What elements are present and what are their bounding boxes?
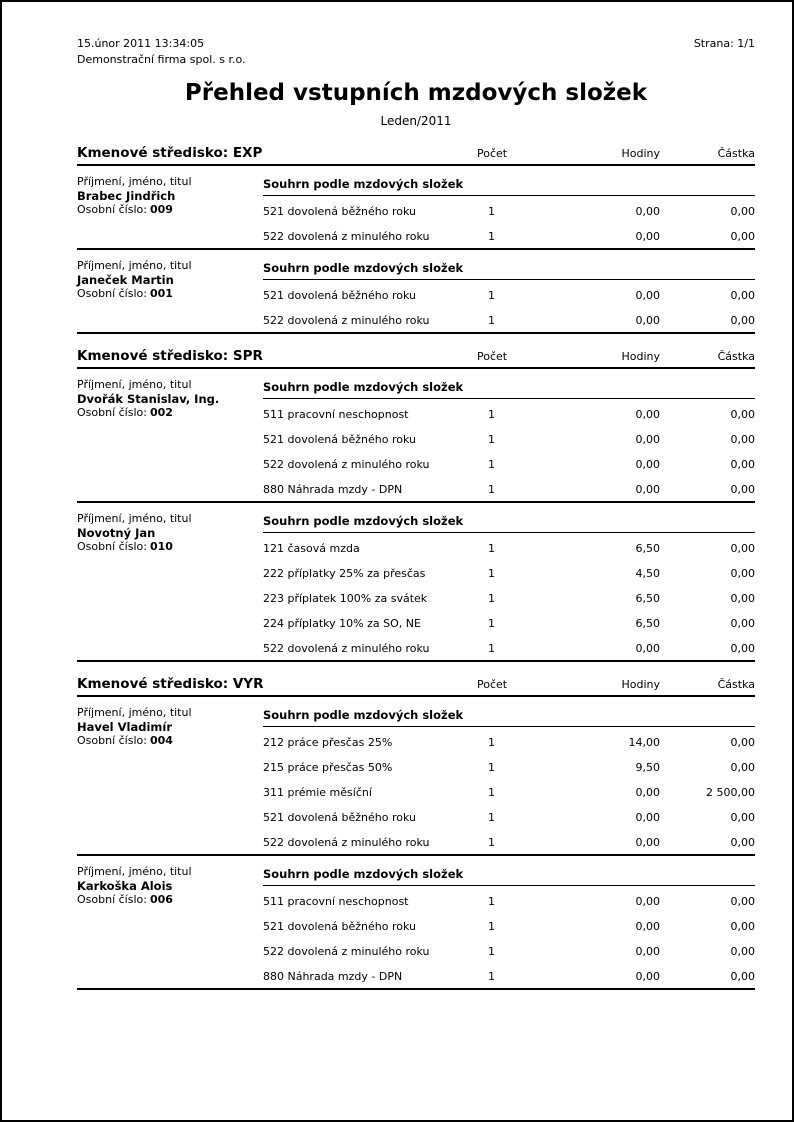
component-amount: 0,00 xyxy=(730,761,755,774)
component-hours: 0,00 xyxy=(635,895,660,908)
component-count: 1 xyxy=(488,836,495,849)
component-count: 1 xyxy=(488,617,495,630)
component-name: 223 příplatek 100% za svátek xyxy=(263,592,428,605)
wage-component-row xyxy=(263,945,755,958)
personal-number-label: Osobní číslo: xyxy=(77,406,147,419)
col-header-amount: Částka xyxy=(717,678,755,691)
wage-component-table xyxy=(263,377,755,496)
personal-number: 009 xyxy=(149,203,173,216)
summary-header: Souhrn podle mzdových složek xyxy=(263,864,755,886)
wage-component-row xyxy=(263,970,755,983)
company-name: Demonstrační firma spol. s r.o. xyxy=(77,53,246,66)
component-count: 1 xyxy=(488,642,495,655)
wage-component-row xyxy=(263,786,755,799)
component-rows xyxy=(263,205,755,243)
wage-component-row xyxy=(263,895,755,908)
col-header-count: Počet xyxy=(477,350,508,363)
personal-number: 006 xyxy=(149,893,173,906)
wage-component-table xyxy=(263,258,755,327)
component-count: 1 xyxy=(488,895,495,908)
component-amount: 0,00 xyxy=(730,458,755,471)
employee-block xyxy=(77,258,755,334)
employee-info xyxy=(77,511,263,655)
wage-component-row xyxy=(263,592,755,605)
component-name: 522 dovolená z minulého roku xyxy=(263,314,430,327)
personal-number-label: Osobní číslo: xyxy=(77,540,147,553)
component-name: 880 Náhrada mzdy - DPN xyxy=(263,483,403,496)
wage-component-row xyxy=(263,642,755,655)
wage-component-row xyxy=(263,920,755,933)
personal-number-label: Osobní číslo: xyxy=(77,893,147,906)
personal-number-line xyxy=(77,406,263,420)
component-name: 224 příplatky 10% za SO, NE xyxy=(263,617,421,630)
employee-info xyxy=(77,705,263,849)
component-name: 522 dovolená z minulého roku xyxy=(263,230,430,243)
component-amount: 0,00 xyxy=(730,836,755,849)
wage-component-row xyxy=(263,542,755,555)
component-hours: 0,00 xyxy=(635,314,660,327)
employee-name: Dvořák Stanislav, Ing. xyxy=(77,392,220,406)
component-hours: 0,00 xyxy=(635,230,660,243)
wage-component-row xyxy=(263,836,755,849)
employee-header-label: Příjmení, jméno, titul xyxy=(77,378,192,391)
personal-number-line xyxy=(77,734,263,748)
col-header-hours: Hodiny xyxy=(621,147,660,160)
employee-name: Karkoška Alois xyxy=(77,879,173,893)
personal-number-line xyxy=(77,540,263,554)
personal-number: 004 xyxy=(149,734,173,747)
report-datetime: 15.únor 2011 13:34:05 xyxy=(77,37,205,50)
component-count: 1 xyxy=(488,458,495,471)
department-section xyxy=(77,676,755,990)
section-header-row xyxy=(77,348,755,369)
component-count: 1 xyxy=(488,314,495,327)
wage-component-row xyxy=(263,408,755,421)
employee-header-label: Příjmení, jméno, titul xyxy=(77,175,192,188)
report-title: Přehled vstupních mzdových složek xyxy=(184,80,648,106)
employee-name: Havel Vladimír xyxy=(77,720,172,734)
section-title: Kmenové středisko: SPR xyxy=(77,348,263,364)
component-name: 521 dovolená běžného roku xyxy=(263,205,416,218)
component-hours: 0,00 xyxy=(635,786,660,799)
component-amount: 0,00 xyxy=(730,736,755,749)
component-hours: 0,00 xyxy=(635,289,660,302)
employee-list xyxy=(77,705,755,990)
component-hours: 6,50 xyxy=(635,592,660,605)
section-title: Kmenové středisko: EXP xyxy=(77,145,263,161)
component-hours: 0,00 xyxy=(635,408,660,421)
component-count: 1 xyxy=(488,786,495,799)
component-amount: 0,00 xyxy=(730,567,755,580)
component-amount: 0,00 xyxy=(730,230,755,243)
employee-header-label: Příjmení, jméno, titul xyxy=(77,512,192,525)
col-header-hours: Hodiny xyxy=(621,350,660,363)
wage-component-row xyxy=(263,314,755,327)
component-name: 522 dovolená z minulého roku xyxy=(263,642,430,655)
component-name: 521 dovolená běžného roku xyxy=(263,433,416,446)
employee-list xyxy=(77,377,755,662)
component-amount: 0,00 xyxy=(730,433,755,446)
component-name: 521 dovolená běžného roku xyxy=(263,920,416,933)
wage-component-row xyxy=(263,617,755,630)
component-count: 1 xyxy=(488,811,495,824)
personal-number-line xyxy=(77,203,263,217)
employee-block xyxy=(77,174,755,250)
component-hours: 0,00 xyxy=(635,433,660,446)
component-amount: 0,00 xyxy=(730,945,755,958)
department-section xyxy=(77,348,755,662)
personal-number: 010 xyxy=(149,540,173,553)
wage-component-row xyxy=(263,761,755,774)
component-hours: 4,50 xyxy=(635,567,660,580)
component-rows xyxy=(263,408,755,496)
report-content xyxy=(77,36,755,990)
section-title: Kmenové středisko: VYR xyxy=(77,676,264,692)
component-count: 1 xyxy=(488,289,495,302)
wage-component-table xyxy=(263,705,755,849)
component-hours: 0,00 xyxy=(635,642,660,655)
component-name: 222 příplatky 25% za přesčas xyxy=(263,567,426,580)
component-count: 1 xyxy=(488,205,495,218)
component-amount: 0,00 xyxy=(730,895,755,908)
employee-name: Brabec Jindřich xyxy=(77,189,176,203)
component-count: 1 xyxy=(488,483,495,496)
component-amount: 0,00 xyxy=(730,314,755,327)
component-name: 522 dovolená z minulého roku xyxy=(263,458,430,471)
employee-block xyxy=(77,377,755,503)
personal-number-line xyxy=(77,893,263,907)
component-name: 212 práce přesčas 25% xyxy=(263,736,393,749)
component-amount: 0,00 xyxy=(730,617,755,630)
component-hours: 0,00 xyxy=(635,945,660,958)
component-hours: 0,00 xyxy=(635,205,660,218)
employee-list xyxy=(77,174,755,334)
section-header-row xyxy=(77,676,755,697)
employee-header-label: Příjmení, jméno, titul xyxy=(77,259,192,272)
employee-block xyxy=(77,511,755,662)
component-count: 1 xyxy=(488,230,495,243)
employee-block xyxy=(77,705,755,856)
summary-header: Souhrn podle mzdových složek xyxy=(263,174,755,196)
wage-component-table xyxy=(263,174,755,243)
wage-component-row xyxy=(263,289,755,302)
component-amount: 0,00 xyxy=(730,542,755,555)
summary-header: Souhrn podle mzdových složek xyxy=(263,377,755,399)
report-header xyxy=(77,36,755,68)
summary-header: Souhrn podle mzdových složek xyxy=(263,511,755,533)
wage-component-row xyxy=(263,230,755,243)
component-count: 1 xyxy=(488,542,495,555)
component-name: 880 Náhrada mzdy - DPN xyxy=(263,970,403,983)
personal-number: 001 xyxy=(149,287,173,300)
component-name: 311 prémie měsíční xyxy=(263,786,372,799)
component-name: 521 dovolená běžného roku xyxy=(263,811,416,824)
wage-component-row xyxy=(263,567,755,580)
component-count: 1 xyxy=(488,736,495,749)
employee-info xyxy=(77,377,263,496)
component-amount: 0,00 xyxy=(730,811,755,824)
wage-component-table xyxy=(263,511,755,655)
component-hours: 0,00 xyxy=(635,458,660,471)
personal-number: 002 xyxy=(149,406,173,419)
component-hours: 0,00 xyxy=(635,970,660,983)
section-header-row xyxy=(77,145,755,166)
employee-info xyxy=(77,258,263,327)
personal-number-line xyxy=(77,287,263,301)
employee-name: Janeček Martin xyxy=(77,273,174,287)
col-header-count: Počet xyxy=(477,678,508,691)
component-name: 522 dovolená z minulého roku xyxy=(263,945,430,958)
component-hours: 0,00 xyxy=(635,920,660,933)
col-header-count: Počet xyxy=(477,147,508,160)
summary-header: Souhrn podle mzdových složek xyxy=(263,705,755,727)
component-amount: 0,00 xyxy=(730,408,755,421)
component-hours: 6,50 xyxy=(635,617,660,630)
col-header-amount: Částka xyxy=(717,147,755,160)
component-amount: 2 500,00 xyxy=(706,786,755,799)
personal-number-label: Osobní číslo: xyxy=(77,203,147,216)
wage-component-row xyxy=(263,736,755,749)
component-name: 121 časová mzda xyxy=(263,542,360,555)
component-amount: 0,00 xyxy=(730,970,755,983)
component-count: 1 xyxy=(488,567,495,580)
component-count: 1 xyxy=(488,945,495,958)
page-number: Strana: 1/1 xyxy=(693,37,755,50)
personal-number-label: Osobní číslo: xyxy=(77,287,147,300)
employee-info xyxy=(77,864,263,983)
wage-component-row xyxy=(263,458,755,471)
component-name: 215 práce přesčas 50% xyxy=(263,761,393,774)
component-amount: 0,00 xyxy=(730,592,755,605)
component-count: 1 xyxy=(488,408,495,421)
employee-header-label: Příjmení, jméno, titul xyxy=(77,706,192,719)
employee-block xyxy=(77,864,755,990)
component-rows xyxy=(263,542,755,655)
component-count: 1 xyxy=(488,761,495,774)
wage-component-table xyxy=(263,864,755,983)
employee-info xyxy=(77,174,263,243)
component-hours: 6,50 xyxy=(635,542,660,555)
component-rows xyxy=(263,895,755,983)
component-hours: 9,50 xyxy=(635,761,660,774)
component-hours: 0,00 xyxy=(635,811,660,824)
component-hours: 0,00 xyxy=(635,836,660,849)
report-header-left xyxy=(77,36,246,68)
component-name: 511 pracovní neschopnost xyxy=(263,895,409,908)
component-hours: 14,00 xyxy=(628,736,660,749)
component-amount: 0,00 xyxy=(730,205,755,218)
wage-component-row xyxy=(263,433,755,446)
component-count: 1 xyxy=(488,920,495,933)
wage-component-row xyxy=(263,811,755,824)
component-count: 1 xyxy=(488,433,495,446)
wage-component-row xyxy=(263,205,755,218)
component-hours: 0,00 xyxy=(635,483,660,496)
component-rows xyxy=(263,289,755,327)
department-section xyxy=(77,145,755,334)
personal-number-label: Osobní číslo: xyxy=(77,734,147,747)
component-name: 522 dovolená z minulého roku xyxy=(263,836,430,849)
component-rows xyxy=(263,736,755,849)
component-amount: 0,00 xyxy=(730,289,755,302)
wage-component-row xyxy=(263,483,755,496)
component-name: 521 dovolená běžného roku xyxy=(263,289,416,302)
employee-name: Novotný Jan xyxy=(77,526,156,540)
summary-header: Souhrn podle mzdových složek xyxy=(263,258,755,280)
col-header-amount: Částka xyxy=(717,350,755,363)
employee-header-label: Příjmení, jméno, titul xyxy=(77,865,192,878)
component-amount: 0,00 xyxy=(730,642,755,655)
component-name: 511 pracovní neschopnost xyxy=(263,408,409,421)
component-amount: 0,00 xyxy=(730,920,755,933)
component-count: 1 xyxy=(488,970,495,983)
col-header-hours: Hodiny xyxy=(621,678,660,691)
section-list xyxy=(77,145,755,990)
report-period: Leden/2011 xyxy=(380,114,452,128)
component-amount: 0,00 xyxy=(730,483,755,496)
component-count: 1 xyxy=(488,592,495,605)
